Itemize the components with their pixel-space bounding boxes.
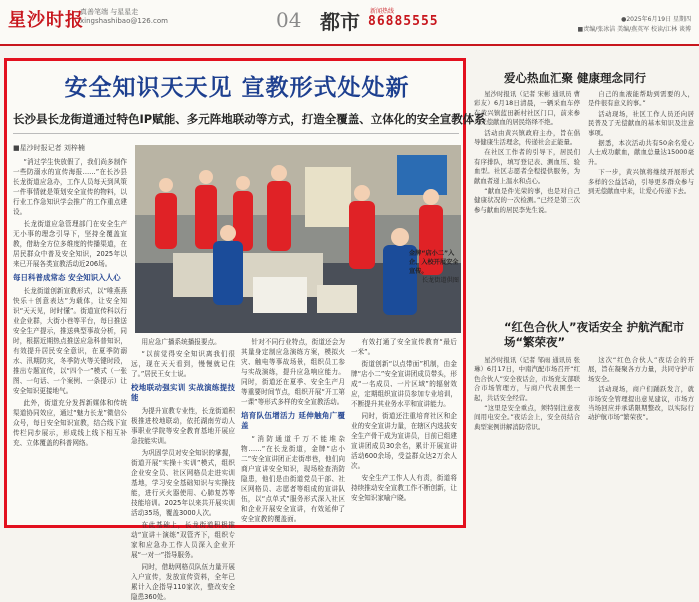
masthead — [0, 0, 699, 46]
paragraph: 为巩固学员对安全知识的掌握，街道开展“实操＋实训”模式，组织企业安全员、社区网格员走进实训基地，学习安全基础知识与实操技能，进行灭火器使用、心肺复苏等技能培训。2025年以来共开展实训活动35场，覆盖3000人次。 — [131, 449, 235, 517]
hotline-label: 新闻热线 — [370, 8, 395, 15]
paragraph: “以前觉得安全知识离我们很远，现在天天看到，慢慢就记住了。”居民王女士说。 — [131, 350, 235, 378]
paragraph: 同时，街道还注重培育社区和企业的安全宣讲力量，在辖区内选拔安全生产骨干成为宣讲员，目前已组建宣讲团成员30余名，累计开展宣讲活动600余场，受益群众达2万余人次。 — [351, 412, 457, 470]
masthead-slogan — [80, 8, 168, 26]
paragraph: 活动现场，社区工作人员还向居民普及了无偿献血的基本知识及注意事项。 — [588, 109, 694, 137]
hotline-number: 86885555 — [368, 14, 439, 29]
story1-column-2 — [588, 90, 694, 342]
slogan-line: 真善笔端 与星星走 — [80, 8, 139, 16]
paragraph: 自己的血液能帮助到需要的人，是件很有意义的事。” — [588, 90, 694, 108]
paragraph: 有效打通了安全宣传教育“最后一米”。 — [351, 338, 457, 356]
paragraph: “这里是安全重点，须特别注意夜间用电安全。”夜话会上，安全员结合典型案例讲解消防常识。 — [474, 404, 580, 431]
section-subhead: 培育队伍增活力 延伸触角广覆盖 — [241, 411, 345, 430]
paragraph: 在此基础上，长龙街道积极推动“宣讲＋演练”双管齐下，组织专家和应急办工作人员深入企业开展“一对一”指导服务。 — [131, 521, 235, 559]
editor-credits: ■责编/张冰洁 美编/燕英军 校读/江林 谈博 — [577, 26, 691, 33]
slogan-email: xingshashibao@126.com — [80, 17, 168, 25]
paragraph: 据悉，本次活动共有50余名爱心人士成功献血，献血总量达15000毫升。 — [588, 139, 694, 166]
paragraph: 在社区工作者的引导下，居民们有序排队，填写登记表、测血压、验血型。社区志愿者全程提供服务，为献血者递上温水和点心。 — [474, 148, 580, 185]
divider — [13, 133, 459, 134]
lead-column-3 — [241, 337, 345, 523]
lead-headline: 安全知识天天见 宣教形式处处新 — [64, 75, 410, 101]
page-number: 04 — [276, 8, 302, 32]
paragraph: 活动由黄兴镇政府主办，旨在倡导健康生活理念，传递社会正能量。 — [474, 128, 580, 147]
paragraph: 街道创新“以点带面”机制，由金牌“店小二”安全宣讲团成员带头，形成“一名成员、一片区域”的辐射效应，定期组织宣讲员参加专业培训，不断提升其业务水平和宣讲能力。 — [351, 360, 457, 408]
section-name: 都市 — [320, 10, 360, 34]
story1-title: 爱心热血汇聚 健康理念同行 — [504, 71, 647, 85]
paragraph: 下一步，黄兴镇将继续开展形式多样的公益活动，引导更多群众参与到无偿献血中来，让爱心传递下去。 — [588, 168, 694, 196]
safety-campaign-photo — [135, 145, 461, 333]
paragraph: 此外，街道充分发挥新媒体和传统渠道协同效应，通过“魅力长龙”微信公众号，每日安全知识宣教，结合线下宣传栏同步展示，形成线上线下相互补充、立体覆盖的科普网络。 — [13, 399, 127, 447]
paragraph: “消防通道千万不能堆杂物……”在长龙街道，金牌“店小二”安全宣讲团正走街串巷，他们向商户宣讲安全知识，现场检查消防隐患，他们是由街道党员干部、社区网格员、志愿者等组成的宣讲队伍，以“点单式”服务形式深入社区和企业开展安全宣讲，有效延伸了安全宣教的覆盖面。 — [241, 435, 345, 523]
photo-credit: 长龙街道供图 — [421, 277, 459, 284]
paragraph: 为提升宣教专业性，长龙街道积极推进校地联动，依托湖南劳动人事职业学院等安全教育基地开展应急技能实训。 — [131, 407, 235, 445]
section-subhead: 每日科普成常态 安全知识入人心 — [13, 273, 121, 282]
paragraph: 同时，借助网格员队伍力量开展入户宣传，发放宣传资料，全年已累计入企指导110家次，整改安全隐患360处。 — [131, 563, 235, 601]
story2-byline: 星沙时报讯（记者 邹雨 通讯员 张琳）6月17日，中南汽配市场召开“红色合伙人”安全夜话会，市场党支部联合市场管理方，与商户代表围坐一起，共话安全经营。 — [474, 356, 580, 402]
paragraph: 活动现场，商户们踊跃发言，就市场安全管理提出意见建议，市场方当场回应并承诺限期整改，以实际行动护航市场“繁荣夜”。 — [588, 385, 694, 422]
lead-byline: ■星沙时报记者 刘梓楠 — [13, 144, 85, 152]
issue-date: ●2025年6月19日 星期四 — [621, 16, 691, 23]
paragraph: “献血是件光荣的事，也是对自己健康状况的一次检测。”已经是第三次参与献血的居民李先生说。 — [474, 187, 580, 214]
story1-column-1 — [474, 90, 580, 342]
paragraph: “消过学生快放假了，我们尚多制作一些防溺水的宣传海报……”在长沙县长龙街道应急办，工作人员每天到风策一件事情就是策划安全宣传的物料，以行业工作急知识学会推广的工作重点建设。 — [13, 158, 127, 216]
story1-byline: 星沙时报讯（记者 宋彬 通讯员 曹彩友）6月18日清晨，一辆采血车停在黄兴镇蓝田新村社区门口，前来参与无偿献血的居民络绎不绝。 — [474, 90, 580, 127]
section-subhead: 校地联动强实训 实战演练提技能 — [131, 383, 235, 402]
paragraph: 针对不同行业特点，街道还会为其量身定制应急演练方案，模拟火灾、触电等事故场景，组织员工参与实战演练，提升应急响应能力。同时，街道还在夏季、安全生产月等重要时间节点，组织开展“开工第一课”等形式多样的安全宣教活动。 — [241, 338, 345, 406]
paragraph: 安全生产工作人人有责，街道将持续推动安全宣教工作不断创新，让安全知识家喻户晓。 — [351, 474, 457, 502]
paragraph: 用应急广播系统播报要点。 — [141, 338, 221, 346]
story2-column-1 — [474, 356, 580, 526]
paragraph: 这次“红色合伙人”夜话会的开展，旨在凝聚各方力量，共同守护市场安全。 — [588, 356, 694, 383]
lead-column-2 — [131, 337, 235, 601]
photo-caption — [409, 249, 459, 285]
newspaper-logo: 星沙时报 — [8, 10, 84, 31]
story2-column-2 — [588, 356, 694, 526]
paragraph: 长龙街道创新宣教形式，以“唯燕燕快乐＋创意表达”为载体，让安全知识“天天见，时时懂”。街道宣传科以行业企业群，大街小巷等平台，每日推送安全生产提示，推送典型事故分析，同时，根据近期热点推送应急科普知识，有效提升居民安全意识，在夏季防溺水、汛期防灾，冬季防火等关键时段，推出专题宣传，以“四个一”模式（一张图、一句话、一个案例、一条提示）让安全知识更接地气。 — [13, 287, 127, 395]
lead-photo — [135, 145, 461, 333]
story2-title: “红色合伙人”夜话安全 护航汽配市场“繁荣夜” — [504, 320, 685, 349]
lead-subheadline: 长沙县长龙街道通过特色IP赋能、多元阵地联动等方式，打造全覆盖、立体化的安全宣教体系 — [13, 112, 486, 126]
paragraph: 长龙街道应急管理部门在安全生产无小事的理念引导下，坚持全覆盖宣教，借助全方位多维度的传播渠道，在居民群众中普及安全知识，2025年以来已开展各类宣教活动近206场。 — [13, 220, 127, 268]
photo-caption-text: 金牌“店小二”入企、入校开展安全宣传。 — [409, 250, 459, 275]
lead-column-1 — [13, 157, 127, 523]
lead-story — [4, 58, 486, 601]
lead-column-4 — [351, 337, 457, 523]
